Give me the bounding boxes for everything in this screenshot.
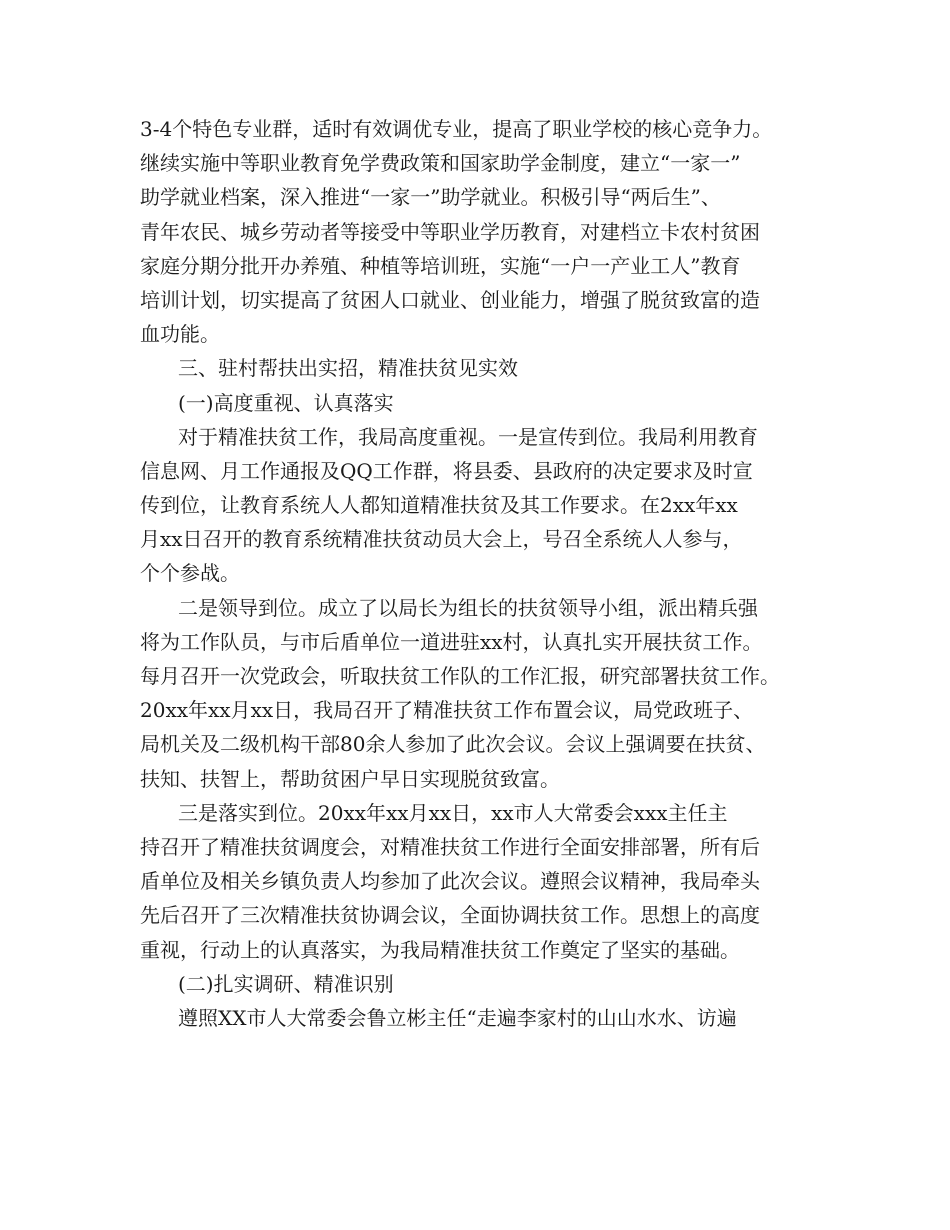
text-line: (一)高度重视、认真落实 — [178, 390, 394, 415]
text-line: 家庭分期分批开办养殖、种植等培训班，实施“一户一产业工人”教育 — [140, 253, 741, 278]
text-line: 20xx年xx月xx日，我局召开了精准扶贫工作布置会议，局党政班子、 — [140, 698, 754, 723]
text-line: 继续实施中等职业教育免学费政策和国家助学金制度，建立“一家一” — [140, 151, 741, 176]
text-line: 将为工作队员，与市后盾单位一道进驻xx村，认真扎实开展扶贫工作。 — [140, 629, 763, 654]
text-line: 个个参战。 — [140, 561, 240, 586]
text-line: 局机关及二级机构干部80余人参加了此次会议。会议上强调要在扶贫、 — [140, 732, 766, 757]
text-line: 盾单位及相关乡镇负责人均参加了此次会议。遵照会议精神，我局牵头 — [140, 869, 760, 894]
text-line: 二是领导到位。成立了以局长为组长的扶贫领导小组，派出精兵强 — [178, 595, 758, 620]
text-line: 培训计划，切实提高了贫困人口就业、创业能力，增强了脱贫致富的造 — [140, 287, 760, 312]
text-line: 3-4个特色专业群，适时有效调优专业，提高了职业学校的核心竞争力。 — [140, 117, 773, 141]
text-line: 遵照XX市人大常委会鲁立彬主任“走遍李家村的山山水水、访遍 — [178, 1005, 737, 1030]
text-line: 持召开了精准扶贫调度会，对精准扶贫工作进行全面安排部署，所有后 — [140, 834, 760, 859]
text-line: 每月召开一次党政会，听取扶贫工作队的工作汇报，研究部署扶贫工作。 — [140, 664, 780, 688]
text-line: 重视，行动上的认真落实，为我局精准扶贫工作奠定了坚实的基础。 — [140, 937, 740, 962]
text-line: 青年农民、城乡劳动者等接受中等职业学历教育，对建档立卡农村贫困 — [140, 219, 760, 244]
text-line: 先后召开了三次精准扶贫协调会议，全面协调扶贫工作。思想上的高度 — [140, 903, 760, 928]
text-line: 信息网、月工作通报及QQ工作群，将县委、县政府的决定要求及时宣 — [140, 458, 753, 483]
text-line: (二)扎实调研、精准识别 — [178, 971, 394, 996]
text-line: 对于精准扶贫工作，我局高度重视。一是宣传到位。我局利用教育 — [178, 424, 758, 449]
text-line: 血功能。 — [140, 322, 220, 347]
text-line: 三、驻村帮扶出实招，精准扶贫见实效 — [178, 356, 518, 381]
text-line: 月xx日召开的教育系统精准扶贫动员大会上，号召全系统人人参与， — [140, 527, 743, 552]
text-line: 三是落实到位。20xx年xx月xx日，xx市人大常委会xxx主任主 — [178, 800, 728, 825]
document-body — [140, 112, 820, 1035]
text-line: 传到位，让教育系统人人都知道精准扶贫及其工作要求。在2xx年xx — [140, 493, 738, 518]
text-line: 扶知、扶智上，帮助贫困户早日实现脱贫致富。 — [140, 766, 560, 791]
text-line: 助学就业档案，深入推进“一家一”助学就业。积极引导“两后生”、 — [140, 185, 721, 210]
